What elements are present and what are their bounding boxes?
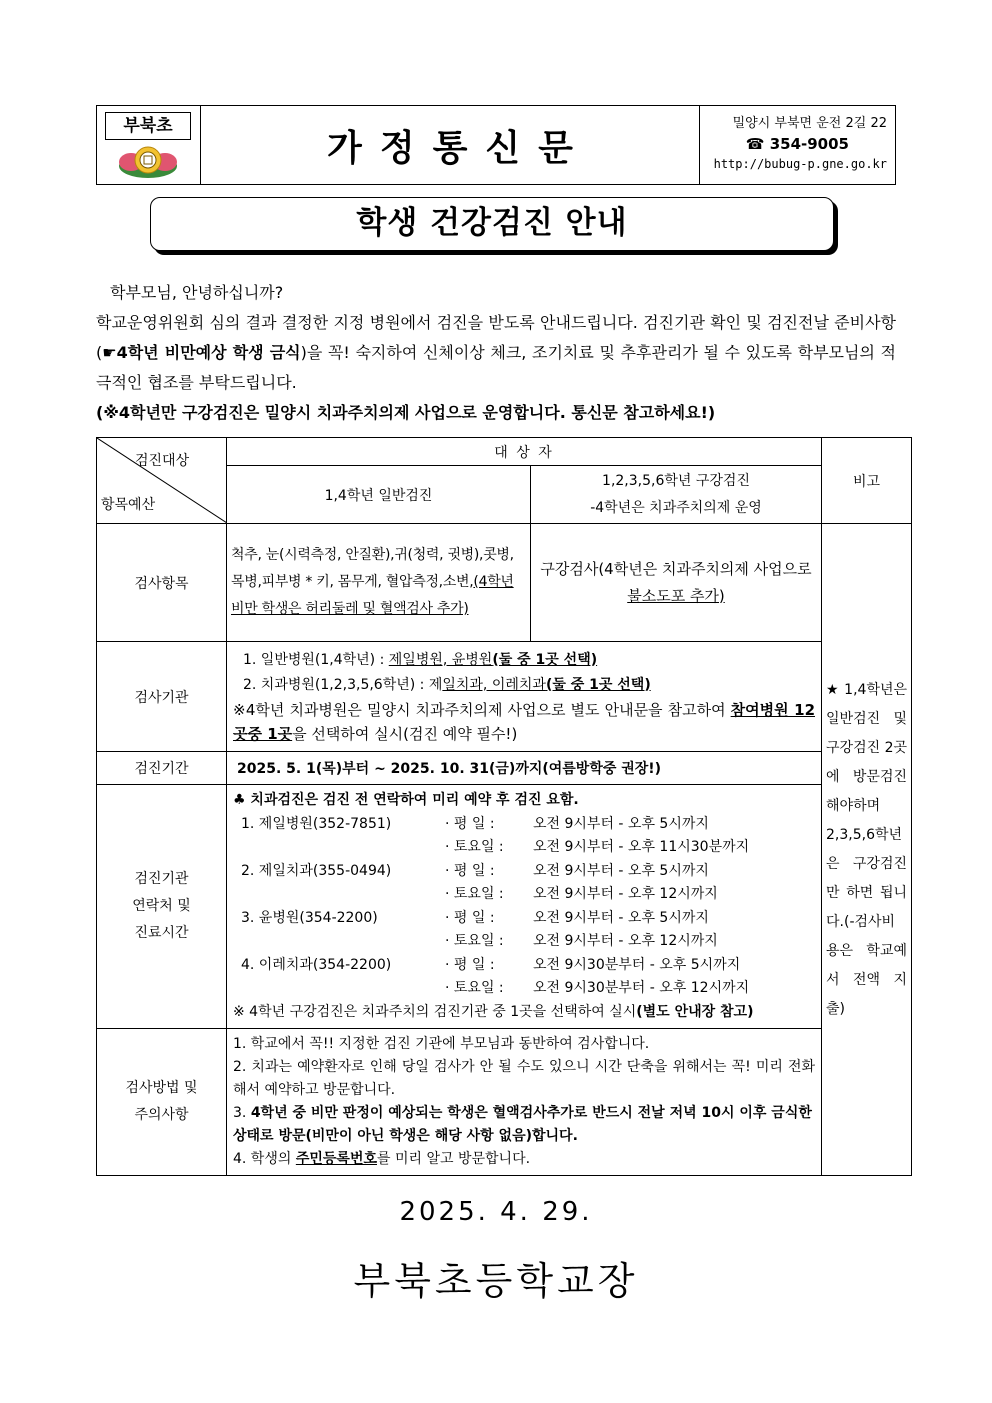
contact-row <box>233 930 815 954</box>
target-header: 대 상 자 <box>227 438 822 466</box>
label-contact: 검진기관 연락처 및 진료시간 <box>97 785 227 1029</box>
school-name: 부북초 <box>105 112 191 140</box>
school-phone: ☎ 354-9005 <box>745 135 849 153</box>
school-address: 밀양시 부북면 운전 2길 22 <box>732 116 887 131</box>
letter-date: 2025. 4. 29. <box>399 1197 593 1227</box>
contact-day: · 토요일 : <box>445 980 504 996</box>
contact-time: 오전 9시30분부터 - 오후 5시까지 <box>533 956 741 973</box>
method-3: 3. 4학년 중 비만 판정이 예상되는 학생은 혈액검사추가로 반드시 전날 저녁 10시 이후 금식한 상태로 방문(비만이 아닌 학생은 해당 사항 없음)합니다. <box>233 1105 812 1144</box>
col-general: 1,4학년 일반검진 <box>227 466 531 524</box>
contact-name <box>233 836 445 860</box>
contact-time: 오전 9시부터 - 오후 12시까지 <box>533 933 718 949</box>
school-contact-info <box>700 106 895 184</box>
intro-text <box>96 278 896 428</box>
diagonal-header: 검진대상 항목예산 <box>97 438 227 524</box>
contact-name: 2. 제일치과(355-0494) <box>241 862 392 879</box>
contact-row <box>233 836 815 860</box>
contact-day: · 평 일 : <box>445 862 495 879</box>
contact-row <box>233 813 815 837</box>
method-1: 1. 학교에서 꼭!! 지정한 검진 기관에 부모님과 동반하여 검사합니다. <box>233 1036 650 1052</box>
greeting: 학부모님, 안녕하십니까? <box>110 283 284 302</box>
contact-time: 오전 9시30분부터 - 오후 12시까지 <box>533 980 750 996</box>
contact-time: 오전 9시부터 - 오후 5시까지 <box>533 909 709 926</box>
method-info <box>227 1029 822 1176</box>
contact-day: · 평 일 : <box>445 956 495 973</box>
method-4: 4. 학생의 주민등록번호를 미리 알고 방문합니다. <box>233 1151 531 1167</box>
checkup-table <box>96 437 912 1176</box>
remark-header: 비고 <box>822 438 912 524</box>
contact-footer: ※ 4학년 구강검진은 치과주치의 검진기관 중 1곳을 선택하여 실시(별도 안내장 참고) <box>233 1003 754 1020</box>
contact-notice: ♣ 치과검진은 검진 전 연락하여 미리 예약 후 검진 요함. <box>233 792 579 808</box>
school-emblem-icon <box>117 144 179 180</box>
label-method: 검사방법 및 주의사항 <box>97 1029 227 1176</box>
page-title: 학생 건강검진 안내 <box>150 197 834 251</box>
contact-row <box>233 883 815 907</box>
oral-items: 구강검사(4학년은 치과주치의제 사업으로 불소도포 추가) <box>531 524 822 642</box>
letter-header <box>96 105 896 185</box>
method-2: 2. 치과는 예약환자로 인해 당일 검사가 안 될 수도 있으니 시간 단축을 위해서는 꼭! 미리 전화해서 예약하고 방문합니다. <box>233 1059 816 1098</box>
contact-time: 오전 9시부터 - 오후 5시까지 <box>533 815 709 832</box>
contact-row <box>233 860 815 884</box>
contact-time: 오전 9시부터 - 오후 11시30분까지 <box>533 839 750 855</box>
contact-name <box>233 977 445 1001</box>
contact-day: · 토요일 : <box>445 933 504 949</box>
principal-signature: 부북초등학교장 <box>353 1259 639 1303</box>
label-period: 검진기간 <box>97 752 227 785</box>
contact-name: 4. 이레치과(354-2200) <box>241 956 392 973</box>
general-items: 척추, 눈(시력측정, 안질환),귀(청력, 귓병),콧병,목병,피부병 * 키, 몸무게, 혈압측정,소변,(4학년 비만 학생은 허리둘레 및 혈액검사 추가) <box>227 524 531 642</box>
contact-time: 오전 9시부터 - 오후 12시까지 <box>533 886 718 902</box>
col-oral: 1,2,3,5,6학년 구강검진 -4학년은 치과주치의제 운영 <box>531 466 822 524</box>
intro-note: (※4학년만 구강검진은 밀양시 치과주치의제 사업으로 운영합니다. 통신문 참고하세요!) <box>96 403 716 422</box>
contact-row <box>233 954 815 978</box>
school-box <box>97 106 201 184</box>
agency-info: 1. 일반병원(1,4학년) : 제일병원, 윤병원(둘 중 1곳 선택) 2. 치과병원(1,2,3,5,6학년) : 제일치과, 이레치과(둘 중 1곳 선택) ※4학년 치과병원은 밀양시 치과주치의제 사업으로 별도 안내문을 참고하여 참여병원 12곳중 1곳을 선택하여 실시(검진 예약 필수!) <box>227 642 822 752</box>
contact-name <box>233 930 445 954</box>
period-value: 2025. 5. 1(목)부터 ~ 2025. 10. 31(금)까지(여름방학중 권장!) <box>227 752 822 785</box>
contact-day: · 평 일 : <box>445 815 495 832</box>
contact-row <box>233 977 815 1001</box>
contact-day: · 평 일 : <box>445 909 495 926</box>
contact-name <box>233 883 445 907</box>
fasting-notice: ☛4학년 비만예상 학생 금식 <box>102 343 301 362</box>
label-agency: 검사기관 <box>97 642 227 752</box>
contact-info <box>227 785 822 1029</box>
intro-paragraph: 학교운영위원회 심의 결과 결정한 지정 병원에서 검진을 받도록 안내드립니다. 검진기관 확인 및 검진전날 준비사항(☛4학년 비만예상 학생 금식)을 꼭! 숙지하여 신체이상 체크, 조기치료 및 추후관리가 될 수 있도록 학부모님의 적극적인 협조를 부탁드립니다. <box>96 313 897 392</box>
contact-name: 1. 제일병원(352-7851) <box>241 815 392 832</box>
letter-title: 가정통신문 <box>201 106 700 184</box>
contact-row <box>233 907 815 931</box>
school-url[interactable]: http://bubug-p.gne.go.kr <box>713 157 887 171</box>
contact-day: · 토요일 : <box>445 886 504 902</box>
contact-name: 3. 윤병원(354-2200) <box>241 909 378 926</box>
contact-day: · 토요일 : <box>445 839 504 855</box>
remark-text: ★1,4학년은 일반검진 및 구강검진 2곳에 방문검진해야하며 2,3,5,6학년은 구강검진만 하면 됩니다.(-검사비용은 학교예서 전액 지출) <box>822 524 912 1176</box>
label-items: 검사항목 <box>97 524 227 642</box>
contact-time: 오전 9시부터 - 오후 5시까지 <box>533 862 709 879</box>
